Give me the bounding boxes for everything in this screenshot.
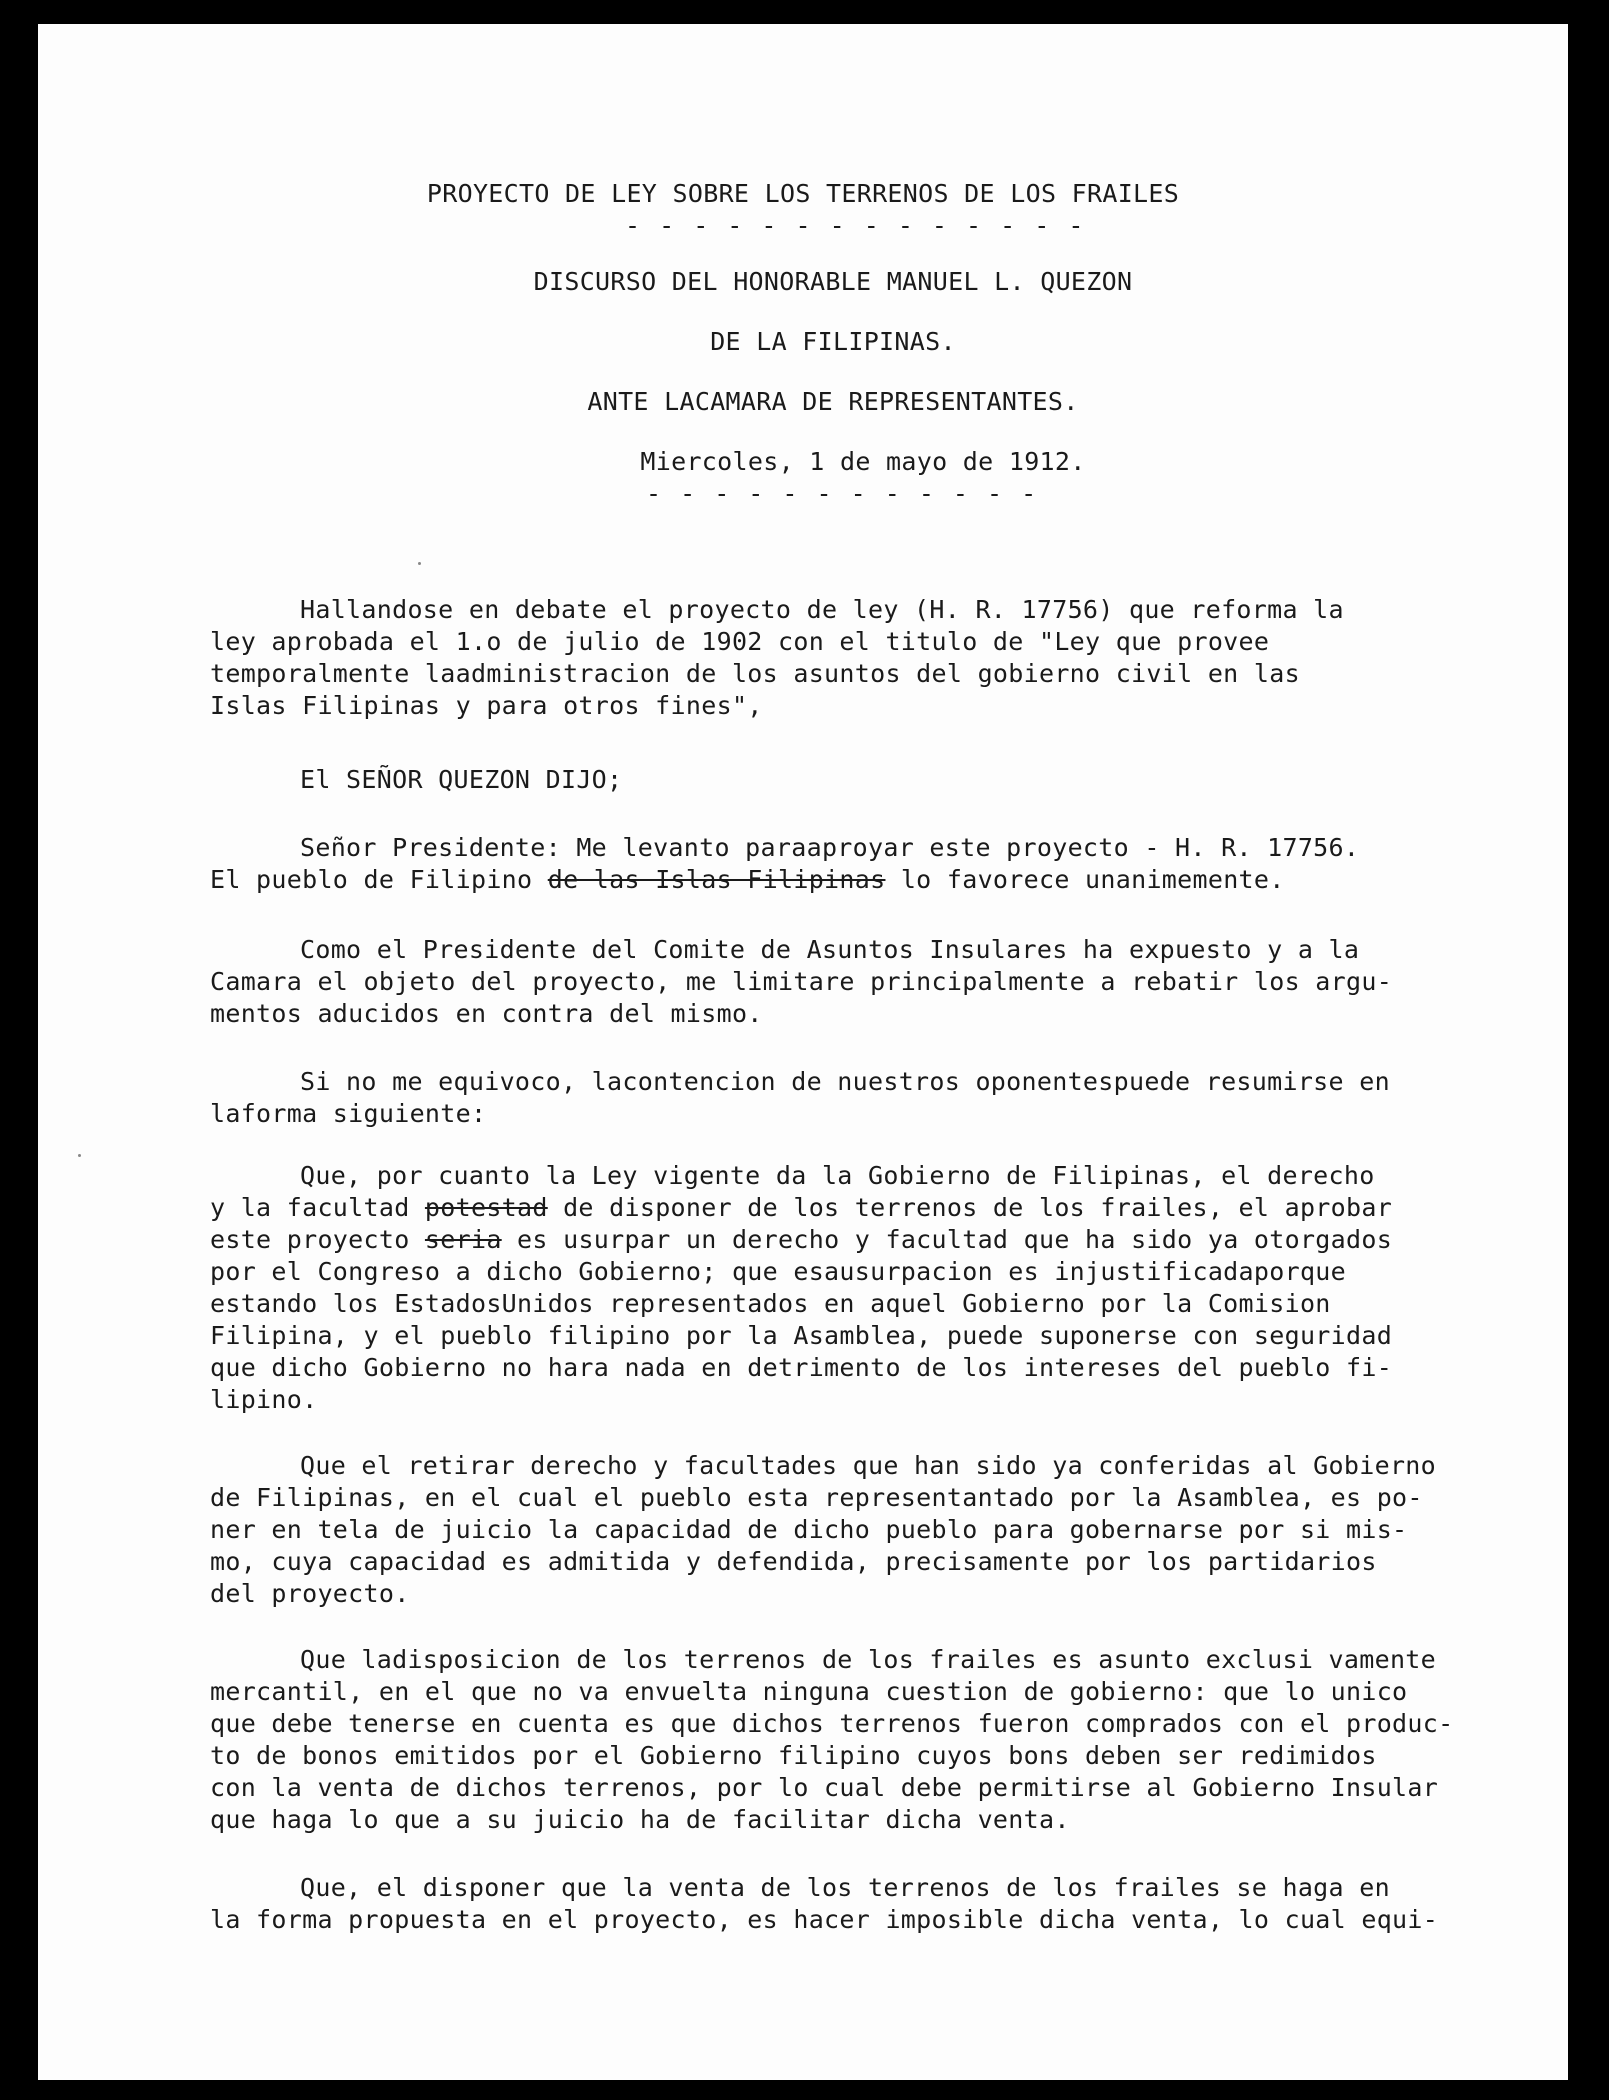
struck-text: de las Islas Filipinas: [547, 865, 886, 894]
document-page: [38, 24, 1568, 2080]
speech-venue: ANTE LACAMARA DE REPRESENTANTES.: [587, 387, 1079, 416]
text-line: Islas Filipinas y para otros fines",: [210, 691, 763, 720]
paragraph-argument-1: [210, 1160, 1490, 1416]
text-line: [210, 1192, 1490, 1224]
paragraph-argument-2: [210, 1450, 1490, 1610]
text-line: del proyecto.: [210, 1579, 410, 1608]
paragraph-argument-3: [210, 1644, 1490, 1836]
text-line: Que ladisposicion de los terrenos de los frailes es asunto exclusi vamente: [300, 1645, 1436, 1674]
text-line: por el Congreso a dicho Gobierno; que esausurpacion es injustificadaporque: [210, 1257, 1346, 1286]
text-line: Que, por cuanto la Ley vigente da la Gobierno de Filipinas, el derecho: [300, 1161, 1375, 1190]
text-line: Que el retirar derecho y facultades que han sido ya conferidas al Gobierno: [300, 1451, 1436, 1480]
text-line: con la venta de dichos terrenos, por lo cual debe permitirse al Gobierno Insular: [210, 1773, 1439, 1802]
text-line: Que, el disponer que la venta de los terrenos de los frailes se haga en: [300, 1873, 1390, 1902]
text-segment: este proyecto: [210, 1225, 425, 1254]
paragraph-contention: [210, 1066, 1490, 1130]
text-segment: es usurpar un derecho y facultad que ha sido ya otorgados: [501, 1225, 1393, 1254]
speech-date: Miercoles, 1 de mayo de 1912.: [640, 447, 1086, 476]
text-line: temporalmente laadministracion de los asuntos del gobierno civil en las: [210, 659, 1300, 688]
text-line: [210, 1224, 1490, 1256]
text-segment: y la facultad: [210, 1193, 425, 1222]
document-title: PROYECTO DE LEY SOBRE LOS TERRENOS DE LOS FRAILES: [426, 179, 1180, 208]
paragraph-opening: [210, 832, 1490, 896]
speech-heading: DISCURSO DEL HONORABLE MANUEL L. QUEZON: [533, 267, 1133, 296]
paragraph-intro: [210, 594, 1490, 722]
speech-origin: DE LA FILIPINAS.: [710, 327, 956, 356]
text-line: Si no me equivoco, lacontencion de nuestros oponentespuede resumirse en: [300, 1067, 1390, 1096]
text-line: que dicho Gobierno no hara nada en detrimento de los intereses del pueblo fi-: [210, 1353, 1393, 1382]
text-line: mentos aducidos en contra del mismo.: [210, 999, 763, 1028]
text-line: Camara el objeto del proyecto, me limitare principalmente a rebatir los argu-: [210, 967, 1393, 996]
text-line: Como el Presidente del Comite de Asuntos Insulares ha expuesto y a la: [300, 935, 1360, 964]
text-line: de Filipinas, en el cual el pueblo esta representantado por la Asamblea, es po-: [210, 1483, 1423, 1512]
text-line: laforma siguiente:: [210, 1099, 487, 1128]
paragraph-argument-4: [210, 1872, 1490, 1936]
text-line: Señor Presidente: Me levanto paraaproyar este proyecto - H. R. 17756.: [300, 833, 1360, 862]
title-underline: - - - - - - - - - - - - - -: [625, 211, 1086, 240]
text-line: to de bonos emitidos por el Gobierno filipino cuyos bons deben ser redimidos: [210, 1741, 1377, 1770]
text-segment: El pueblo de Filipino: [210, 865, 548, 894]
text-segment: lo favorece unanimemente.: [885, 865, 1285, 894]
date-underline: - - - - - - - - - - - -: [646, 479, 1039, 508]
text-line: estando los EstadosUnidos representados en aquel Gobierno por la Comision: [210, 1289, 1331, 1318]
paragraph-speaker: [210, 764, 1490, 796]
text-segment: de disponer de los terrenos de los frailes, el aprobar: [547, 1193, 1393, 1222]
text-line: Hallandose en debate el proyecto de ley (H. R. 17756) que reforma la: [300, 595, 1344, 624]
text-line: [210, 864, 1490, 896]
text-line: mo, cuya capacidad es admitida y defendida, precisamente por los partidarios: [210, 1547, 1377, 1576]
paragraph-committee: [210, 934, 1490, 1030]
text-line: ley aprobada el 1.o de julio de 1902 con el titulo de "Ley que provee: [210, 627, 1270, 656]
struck-text: potestad: [424, 1193, 548, 1222]
paper-speck: [418, 562, 421, 565]
text-line: que haga lo que a su juicio ha de facilitar dicha venta.: [210, 1805, 1070, 1834]
text-line: mercantil, en el que no va envuelta ninguna cuestion de gobierno: que lo unico: [210, 1677, 1408, 1706]
text-line: El SEÑOR QUEZON DIJO;: [300, 765, 623, 794]
text-line: la forma propuesta en el proyecto, es hacer imposible dicha venta, lo cual equi-: [210, 1905, 1439, 1934]
text-line: Filipina, y el pueblo filipino por la Asamblea, puede suponerse con seguridad: [210, 1321, 1393, 1350]
text-line: que debe tenerse en cuenta es que dichos terrenos fueron comprados con el produc-: [210, 1709, 1454, 1738]
text-line: lipino.: [210, 1385, 318, 1414]
struck-text: seria: [424, 1225, 502, 1254]
text-line: ner en tela de juicio la capacidad de dicho pueblo para gobernarse por si mis-: [210, 1515, 1408, 1544]
paper-speck: [78, 1154, 81, 1157]
